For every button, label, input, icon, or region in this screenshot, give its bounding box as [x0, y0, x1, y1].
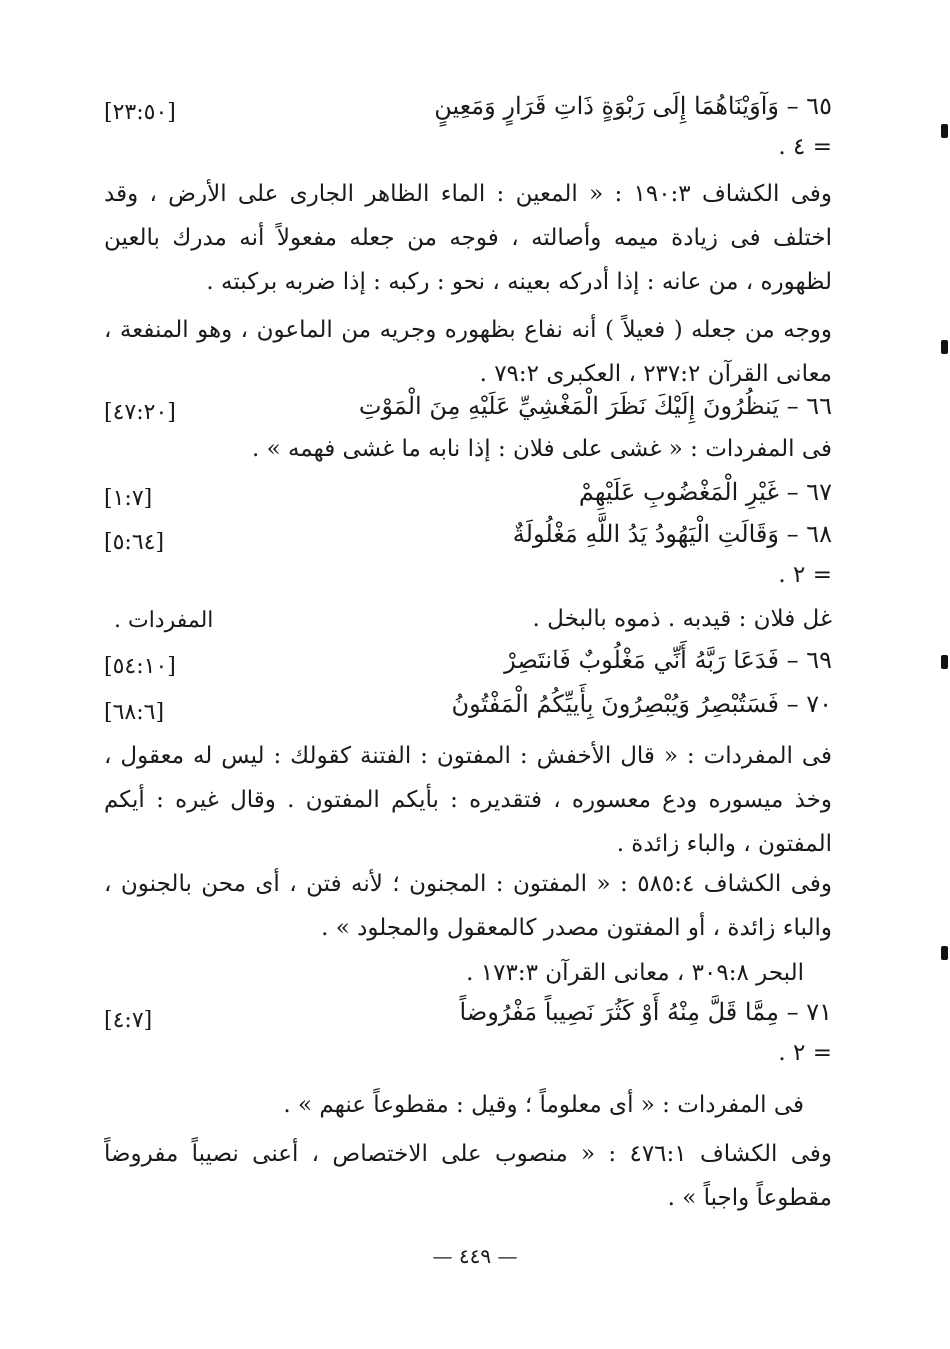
paragraph-ghall-source: المفردات . — [114, 608, 214, 633]
paragraph-ghall: غل فلان : قيدبه . ذموه بالبخل . — [532, 606, 832, 632]
paragraph-explanation-2: ووجه من جعله ( فعيلاً ) أنه نفاع بظهوره وجريه من الماعون ، وهو المنفعة ، معانى القرآن ٢٣٧:٢ ، العكبرى ٧٩:٢ . — [104, 317, 832, 387]
scan-edge-mark — [941, 124, 948, 138]
verse-70: ٧٠ – فَسَتُبْصِرُ وَيُبْصِرُونَ بِأَييِّكُمُ الْمَفْتُونُ — [451, 690, 832, 718]
verse-70-ref: [٦٨:٦] — [104, 700, 165, 725]
verse-68-count: = ٢ . — [778, 562, 832, 588]
verse-69: ٦٩ – فَدَعَا رَبَّهُ أَنِّي مَغْلُوبٌ فَانتَصِرْ — [504, 646, 832, 674]
verse-71: ٧١ – مِمَّا قَلَّ مِنْهُ أَوْ كَثُرَ نَصِيباً مَفْرُوضاً — [459, 998, 832, 1026]
verse-71-ref: [٤:٧] — [104, 1008, 153, 1033]
verse-65-ref: [٢٣:٥٠] — [104, 100, 176, 125]
paragraph-mufradat-1: فى المفردات : « غشى على فلان : إذا نابه ما غشى فهمه » . — [251, 436, 832, 462]
paragraph-kashshaf-3: وفى الكشاف ٤٧٦:١ : « منصوب على الاختصاص ، أعنى نصيباً مفروضاً مقطوعاً واجباً » . — [104, 1141, 832, 1211]
verse-68: ٦٨ – وَقَالَتِ الْيَهُودُ يَدُ اللَّهِ مَغْلُولَةٌ — [512, 520, 832, 548]
scan-edge-mark — [941, 340, 948, 354]
verse-66-ref: [٤٧:٢٠] — [104, 400, 176, 425]
verse-67: ٦٧ – غَيْرِ الْمَغْضُوبِ عَلَيْهِمْ — [578, 478, 832, 506]
verse-65: ٦٥ – وَآوَيْنَاهُمَا إِلَى رَبْوَةٍ ذَاتِ قَرَارٍ وَمَعِينٍ — [434, 92, 832, 120]
paragraph-mufradat-3: فى المفردات : « أى معلوماً ؛ وقيل : مقطوعاً عنهم » . — [283, 1092, 804, 1118]
scan-edge-mark — [941, 655, 948, 669]
paragraph-bahr: البحر ٣٠٩:٨ ، معانى القرآن ١٧٣:٣ . — [466, 960, 804, 986]
verse-65-count: = ٤ . — [778, 134, 832, 160]
verse-66: ٦٦ – يَنظُرُونَ إِلَيْكَ نَظَرَ الْمَغْشِيِّ عَلَيْهِ مِنَ الْمَوْتِ — [358, 392, 832, 420]
verse-69-ref: [٥٤:١٠] — [104, 654, 176, 679]
paragraph-kashshaf-1: وفى الكشاف ١٩٠:٣ : « المعين : الماء الظاهر الجارى على الأرض ، وقد اختلف فى زيادة ميمه وأصالته ، فوجه من جعله مفعولاً أنه مدرك بالعين لظهوره ، من عانه : إذا أدركه بعينه ، نحو : ركبه : إذا ضربه بركبته . — [104, 181, 832, 295]
page-number: — ٤٤٩ — — [432, 1244, 518, 1268]
paragraph-kashshaf-2: وفى الكشاف ٥٨٥:٤ : « المفتون : المجنون ؛ لأنه فتن ، أى محن بالجنون ، والباء زائدة ، أو المفتون مصدر كالمعقول والمجلود » . — [104, 871, 832, 941]
verse-67-ref: [١:٧] — [104, 486, 153, 511]
paragraph-mufradat-2: فى المفردات : « قال الأخفش : المفتون : الفتنة كقولك : ليس له معقول ، وخذ ميسوره ودع معسوره ، فتقديره : بأيكم المفتون . وقال غيره : أيكم المفتون ، والباء زائدة . — [104, 743, 832, 857]
verse-68-ref: [٥:٦٤] — [104, 530, 165, 555]
scan-edge-mark — [941, 946, 948, 960]
verse-71-count: = ٢ . — [778, 1040, 832, 1066]
